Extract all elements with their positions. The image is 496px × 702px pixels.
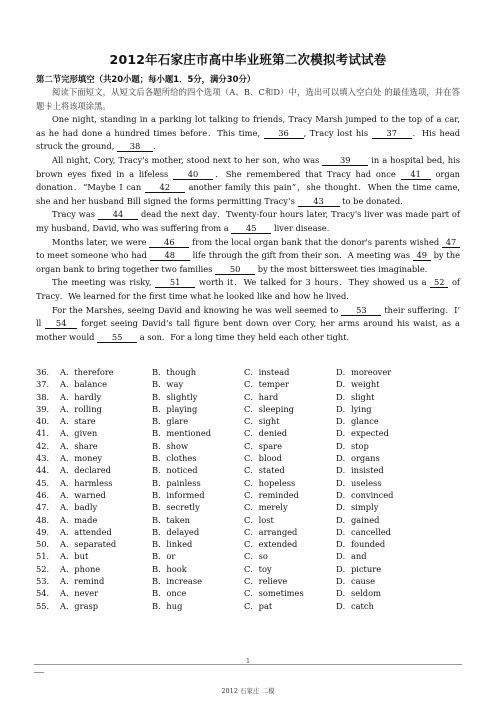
question-number: 49．: [36, 526, 55, 537]
answer-option: A．share: [60, 440, 98, 451]
question-number: 38．: [36, 391, 55, 402]
question-number: 42．: [36, 440, 55, 451]
question-number: 48．: [36, 514, 55, 525]
text-segment: to meet someone who had: [36, 250, 147, 261]
answer-option: D．slight: [336, 391, 375, 402]
text-segment: One night, standing in a parking lot talking to friends, Tracy Marsh jumped to the top of a car, as he had done a hundred times before．This time,: [36, 114, 460, 138]
question-number: 43．: [36, 453, 55, 464]
answer-option: D．cause: [336, 576, 376, 587]
text-segment: their suffering．I’ ll: [36, 304, 460, 329]
answer-option: A．therefore: [60, 367, 114, 377]
text-segment: Months later, we were: [52, 236, 147, 247]
blank-49: 49: [413, 250, 431, 261]
blank-42: 42: [145, 182, 185, 193]
footer-short-line: [34, 672, 44, 673]
footer-divider: [34, 664, 462, 665]
answer-option: B．delayed: [152, 526, 200, 537]
answer-option: D．and: [336, 551, 367, 562]
answer-option: A．attended: [60, 526, 112, 537]
blank-40: 40: [173, 169, 213, 180]
answer-option: B．secretly: [152, 502, 200, 513]
answer-option: D．seldom: [336, 588, 381, 599]
answer-option: C．lost: [244, 514, 274, 525]
answer-option: A．given: [60, 428, 98, 439]
question-number: 47．: [36, 502, 55, 513]
answer-option: A．declared: [60, 465, 111, 476]
option-row: [36, 550, 466, 562]
text-segment: life through the gift from their son．A meeting was: [192, 250, 410, 261]
option-row: [36, 514, 466, 526]
answer-option: A．grasp: [60, 600, 99, 611]
option-row: [36, 526, 466, 538]
answer-option: D．simply: [336, 502, 379, 513]
answer-option: D．glance: [336, 416, 379, 427]
page-number: 1: [246, 658, 250, 665]
text-segment: For the Marshes, seeing David and knowing he was well seemed to: [52, 304, 339, 315]
answer-option: D．stop: [336, 440, 369, 451]
question-number: 54．: [36, 588, 55, 599]
answer-option: D．expected: [336, 428, 389, 439]
text-segment: dead the next day．Twenty-four hours later, Tracy's liver was made part of my husband, David, who was suffering from a: [36, 209, 460, 233]
answer-option: C．stated: [244, 465, 285, 476]
answer-option: B．playing: [152, 403, 198, 414]
answer-option: C．spare: [244, 440, 283, 451]
answer-option: B．hook: [152, 563, 187, 574]
text-segment: All night, Cory, Tracy's mother, stood next to her son, who was: [52, 154, 320, 165]
blank-37: 37: [372, 128, 412, 139]
answer-option: D．weight: [336, 379, 380, 390]
answer-option: B．mentioned: [152, 428, 212, 439]
blank-44: 44: [98, 209, 138, 220]
answer-option: A．stare: [60, 416, 96, 427]
answer-option: D．organs: [336, 453, 380, 464]
option-row: [36, 563, 466, 575]
answer-option: A．badly: [60, 502, 98, 513]
text-segment: ．His head struck the ground,: [36, 127, 461, 152]
blank-45: 45: [231, 223, 271, 234]
paragraph-2: [36, 154, 460, 208]
question-number: 50．: [36, 539, 55, 550]
section-heading: 第二节完形填空（共20小题；每小题1．5分，满分30分）: [36, 74, 256, 84]
paragraph-4: [36, 236, 460, 277]
text-segment: of Tracy．We learned for the first time what he looked like and how he lived．: [36, 277, 461, 301]
text-segment: Tracy was: [52, 209, 96, 220]
paragraph-1: [36, 113, 460, 154]
answer-option: D．lying: [336, 403, 372, 414]
option-row: [36, 440, 466, 452]
answer-option: D．cancelled: [336, 526, 391, 537]
answer-option: D．insisted: [336, 465, 384, 476]
options-table: [36, 366, 466, 612]
answer-option: A．phone: [60, 563, 101, 574]
question-number: 39．: [36, 403, 55, 414]
text-segment: to be donated．: [342, 195, 409, 206]
answer-option: C．toy: [244, 563, 272, 574]
text-segment: The meeting was risky,: [52, 277, 152, 288]
text-segment: in a hospital bed, his brown eyes fixed in a lifeless: [36, 154, 461, 179]
answer-option: A．balance: [60, 379, 108, 390]
answer-option: A．separated: [60, 539, 117, 550]
blank-48: 48: [150, 250, 190, 261]
option-row: [36, 538, 466, 550]
answer-option: C．pat: [244, 600, 273, 611]
question-number: 40．: [36, 416, 55, 427]
answer-option: D．founded: [336, 539, 386, 550]
answer-option: B．way: [152, 379, 184, 390]
paragraph-5: [36, 276, 460, 303]
option-row: [36, 464, 466, 476]
answer-option: D．moreover: [336, 367, 392, 377]
footer-text: 2012 石家庄 二模: [221, 687, 275, 695]
instructions: 阅读下面短文，从短文后各题所给的四个选项（A、B、C和D）中，选出可以填入空白处 的最佳选项，并在答题卡上将该项涂黑。: [36, 87, 460, 111]
answer-option: C．hard: [244, 391, 279, 402]
text-segment: a son．For a long time they held each other tight．: [139, 331, 355, 342]
text-segment: , Tracy lost his: [303, 127, 369, 138]
blank-54: 54: [45, 318, 77, 329]
question-number: 45．: [36, 477, 55, 488]
answer-option: C．instead: [244, 367, 290, 377]
blank-46: 46: [149, 237, 189, 248]
blank-51: 51: [155, 277, 195, 288]
text-segment: by the most bittersweet ties imaginable．: [257, 263, 434, 274]
answer-option: A．made: [60, 514, 98, 525]
question-number: 44．: [36, 465, 55, 476]
blank-52: 52: [430, 277, 448, 288]
option-row: [36, 403, 466, 415]
blank-43: 43: [298, 196, 340, 207]
paragraph-3: [36, 208, 460, 235]
answer-option: A．rolling: [60, 403, 102, 414]
question-number: 53．: [36, 576, 55, 587]
question-number: 46．: [36, 489, 55, 500]
answer-option: C．sometimes: [244, 588, 304, 599]
answer-option: B．clothes: [152, 453, 197, 464]
text-segment: liver disease．: [273, 222, 336, 233]
answer-option: C．so: [244, 551, 268, 562]
blank-50: 50: [215, 264, 255, 275]
blank-38: 38: [117, 141, 153, 152]
answer-option: B．informed: [152, 489, 205, 500]
question-number: 37．: [36, 379, 55, 390]
text-segment: another family this pain”，she thought．When the time came, she and her husband Bill signed the forms permitting Tracy’s: [36, 182, 461, 206]
answer-option: C．relieve: [244, 576, 288, 587]
text-segment: ．She remembered that Tracy had once: [213, 168, 396, 179]
text-segment: organ donation．“Maybe I can: [36, 168, 461, 193]
option-row: [36, 452, 466, 464]
text-segment: from the local organ bank that the donor's parents wished: [192, 236, 440, 247]
answer-option: B．though: [152, 367, 197, 377]
answer-option: C．sight: [244, 416, 280, 427]
answer-option: B．increase: [152, 576, 203, 587]
exam-title: 2012年石家庄市高中毕业班第二次模拟考试试卷: [109, 52, 387, 67]
option-row: [36, 366, 466, 378]
answer-option: A．money: [60, 453, 103, 464]
answer-option: D．useless: [336, 477, 382, 488]
question-number: 36．: [36, 367, 55, 377]
question-number: 41．: [36, 428, 55, 439]
answer-option: A．but: [60, 551, 89, 562]
option-row: [36, 378, 466, 390]
answer-option: C．temper: [244, 379, 289, 390]
blank-47: 47: [442, 237, 460, 248]
question-number: 55．: [36, 600, 55, 611]
answer-option: B．painless: [152, 477, 201, 488]
answer-option: B．slightly: [152, 391, 198, 402]
answer-option: B．taken: [152, 514, 190, 525]
answer-option: B．glare: [152, 416, 189, 427]
answer-option: C．sleeping: [244, 403, 294, 414]
answer-option: B．once: [152, 588, 187, 599]
blank-41: 41: [401, 169, 431, 180]
option-row: [36, 600, 466, 612]
answer-option: A．harmless: [60, 477, 113, 488]
blank-36: 36: [264, 128, 304, 139]
option-row: [36, 575, 466, 587]
answer-option: D．catch: [336, 600, 374, 611]
answer-option: C．extended: [244, 539, 298, 550]
answer-option: C．merely: [244, 502, 288, 513]
answer-option: A．warned: [60, 489, 106, 500]
answer-option: D．convinced: [336, 489, 394, 500]
text-segment: forget seeing David's tall figure bent down over Cory, her arms around his waist, as a mother would: [36, 318, 461, 342]
paragraph-6: [36, 304, 460, 345]
question-number: 52．: [36, 563, 55, 574]
option-row: [36, 427, 466, 439]
answer-option: C．denied: [244, 428, 288, 439]
option-row: [36, 415, 466, 427]
answer-option: C．blood: [244, 453, 282, 464]
option-row: [36, 489, 466, 501]
answer-option: D．gained: [336, 514, 380, 525]
blank-39: 39: [322, 155, 368, 166]
question-number: 51．: [36, 551, 55, 562]
option-row: [36, 391, 466, 403]
option-row: [36, 501, 466, 513]
cloze-passage: [36, 86, 460, 344]
answer-option: B．hug: [152, 600, 183, 611]
answer-option: C．hopeless: [244, 477, 296, 488]
answer-option: A．hardly: [60, 391, 102, 402]
option-row: [36, 477, 466, 489]
answer-option: A．never: [60, 588, 99, 599]
answer-option: C．reminded: [244, 489, 299, 500]
answer-option: A．remind: [60, 576, 105, 587]
answer-option: D．picture: [336, 563, 382, 574]
text-segment: .: [153, 141, 156, 152]
blank-53: 53: [341, 305, 381, 316]
answer-option: B．or: [152, 551, 176, 562]
blank-55: 55: [97, 332, 137, 343]
answer-option: B．noticed: [152, 465, 198, 476]
text-segment: by the organ bank to bring together two families: [36, 250, 461, 274]
option-row: [36, 587, 466, 599]
answer-option: B．show: [152, 440, 189, 451]
answer-option: B．linked: [152, 539, 193, 550]
answer-option: C．arranged: [244, 526, 298, 537]
text-segment: worth it．We talked for 3 hours．They showed us a: [198, 277, 427, 288]
